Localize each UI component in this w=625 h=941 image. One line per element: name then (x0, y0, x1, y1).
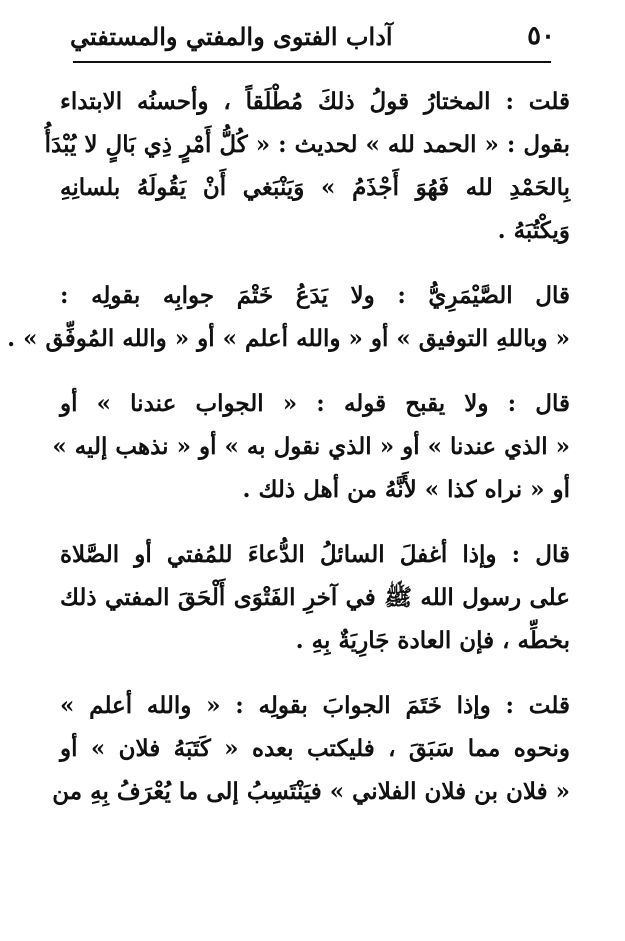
text-line: بخطِّه ، فإن العادة جَارِيَةٌ بِهِ . (295, 627, 570, 654)
text-line: « فلان بن فلان الفلاني » فيَنْتَسِبُ إلى ما يُعْرَفُ بِهِ من (52, 778, 570, 805)
text-line: قال : ولا يقبح قوله : « الجواب عندنا » أو (60, 390, 570, 417)
running-title: آداب الفتوى والمفتي والمستفتي (70, 21, 393, 51)
text-line: بقول : « الحمد لله » لحديث : « كُلُّ أَمْرٍ ذِي بَالٍ لا يُبْدَأُ (44, 131, 570, 158)
paragraph-gap (60, 252, 570, 274)
text-line: « وباللهِ التوفيق » أو « والله أعلم » أو « والله المُوفِّق » . (7, 325, 570, 352)
text-line: « الذي عندنا » أو « الذي نقول به » أو « نذهب إليه » (52, 433, 570, 460)
text-line: وَيكْتُبَهُ . (497, 217, 570, 244)
text-line: ونحوه مما سَبَقَ ، فليكتب بعده « كَتَبَهُ فلان » أو (60, 735, 570, 762)
header-rule (73, 61, 551, 63)
page-number: ٥٠ (527, 21, 555, 51)
paragraph-gap (60, 360, 570, 382)
text-line: على رسول الله ﷺ في آخرِ الفَتْوَى أَلْحَقَ المفتي ذلك (60, 584, 570, 611)
paragraph-2 (7, 274, 570, 360)
text-line: قلت : وإذا خَتَمَ الجوابَ بقولِه : « والله أعلم » (60, 692, 570, 719)
page-header (70, 16, 555, 56)
page-body (7, 80, 570, 813)
paragraph-4 (60, 533, 570, 662)
text-line: قلت : المختارُ قولُ ذلكَ مُطْلَقاً ، وأحسنُه الابتداء (60, 88, 570, 115)
text-line: قال : وإذا أغفلَ السائلُ الدُّعاءَ للمُفتي أو الصَّلاة (60, 541, 570, 568)
paragraph-1 (44, 80, 570, 252)
text-line: بِالحَمْدِ لله فَهُوَ أَجْذَمُ » وَيَنْبَغي أَنْ يَقُولَهُ بلسانِهِ (60, 174, 570, 201)
paragraph-5 (52, 684, 570, 813)
paragraph-3 (52, 382, 570, 511)
text-line: أو « نراه كذا » لأَنَّهُ من أهل ذلك . (242, 476, 570, 503)
paragraph-gap (60, 511, 570, 533)
paragraph-gap (60, 662, 570, 684)
text-line: قال الصَّيْمَرِيُّ : ولا يَدَعُ خَتْمَ جوابِه بقولِه : (60, 282, 570, 309)
